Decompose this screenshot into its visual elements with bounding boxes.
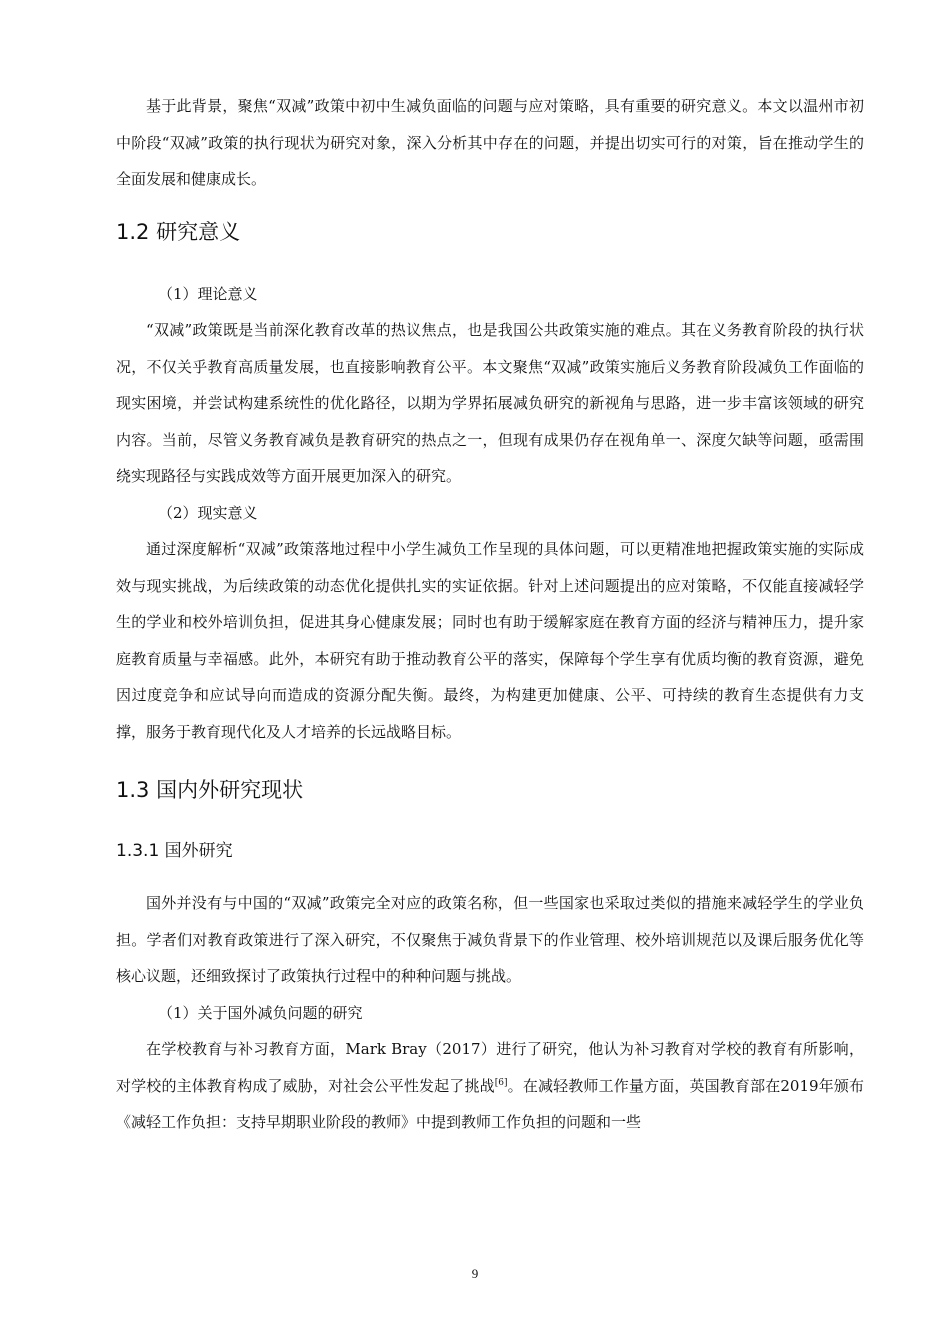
page-number: 9 bbox=[471, 1266, 479, 1281]
citation-ref: [6] bbox=[494, 1077, 508, 1088]
paragraph-text-after-ref: 。在减轻教师工作量方面，英国教育部在2019年颁布《减轻工作负担：支持早期职业阶段的教师》中提到教师工作负担的问题和一些 bbox=[116, 1076, 864, 1131]
intro-paragraph: 基于此背景，聚焦“双减”政策中初中生减负面临的问题与应对策略，具有重要的研究意义。本文以温州市初中阶段“双减”政策的执行现状为研究对象，深入分析其中存在的问题，并提出切实可行的对策，旨在推动学生的全面发展和健康成长。 bbox=[116, 97, 864, 188]
practical-significance-label: （2）现实意义 bbox=[158, 503, 258, 522]
subsection-heading-1-3-1: 1.3.1 国外研究 bbox=[116, 841, 233, 861]
practical-significance-paragraph: 通过深度解析“双减”政策落地过程中小学生减负工作呈现的具体问题，可以更精准地把握政策实施的实际成效与现实挑战，为后续政策的动态优化提供扎实的实证依据。针对上述问题提出的应对策略，不仅能直接减轻学生的学业和校外培训负担，促进其身心健康发展；同时也有助于缓解家庭在教育方面的经济与精神压力，提升家庭教育质量与幸福感。此外，本研究有助于推动教育公平的落实，保障每个学生享有优质均衡的教育资源，避免因过度竞争和应试导向而造成的资源分配失衡。最终，为构建更加健康、公平、可持续的教育生态提供有力支撑，服务于教育现代化及人才培养的长远战略目标。 bbox=[116, 540, 864, 741]
section-heading-1-2: 1.2 研究意义 bbox=[116, 219, 241, 244]
mark-bray-paragraph bbox=[116, 1031, 864, 1141]
section-heading-1-3: 1.3 国内外研究现状 bbox=[116, 778, 304, 802]
foreign-burden-research-label: （1）关于国外减负问题的研究 bbox=[158, 1003, 363, 1022]
theory-significance-label: （1）理论意义 bbox=[158, 284, 258, 303]
page-content bbox=[116, 88, 864, 1141]
theory-significance-paragraph: “双减”政策既是当前深化教育改革的热议焦点，也是我国公共政策实施的难点。其在义务教育阶段的执行状况，不仅关乎教育高质量发展，也直接影响教育公平。本文聚焦“双减”政策实施后义务教育阶段减负工作面临的现实困境，并尝试构建系统性的优化路径，以期为学界拓展减负研究的新视角与思路，进一步丰富该领域的研究内容。当前，尽管义务教育减负是教育研究的热点之一，但现有成果仍存在视角单一、深度欠缺等问题，亟需围绕实现路径与实践成效等方面开展更加深入的研究。 bbox=[116, 321, 864, 485]
paragraph-text-before-ref: 在学校教育与补习教育方面，Mark Bray（2017）进行了研究，他认为补习教育对学校的教育有所影响，对学校的主体教育构成了威胁，对社会公平性发起了挑战 bbox=[116, 1040, 864, 1095]
foreign-research-paragraph: 国外并没有与中国的“双减”政策完全对应的政策名称，但一些国家也采取过类似的措施来减轻学生的学业负担。学者们对教育政策进行了深入研究，不仅聚焦于减负背景下的作业管理、校外培训规范以及课后服务优化等核心议题，还细致探讨了政策执行过程中的种种问题与挑战。 bbox=[116, 894, 864, 985]
